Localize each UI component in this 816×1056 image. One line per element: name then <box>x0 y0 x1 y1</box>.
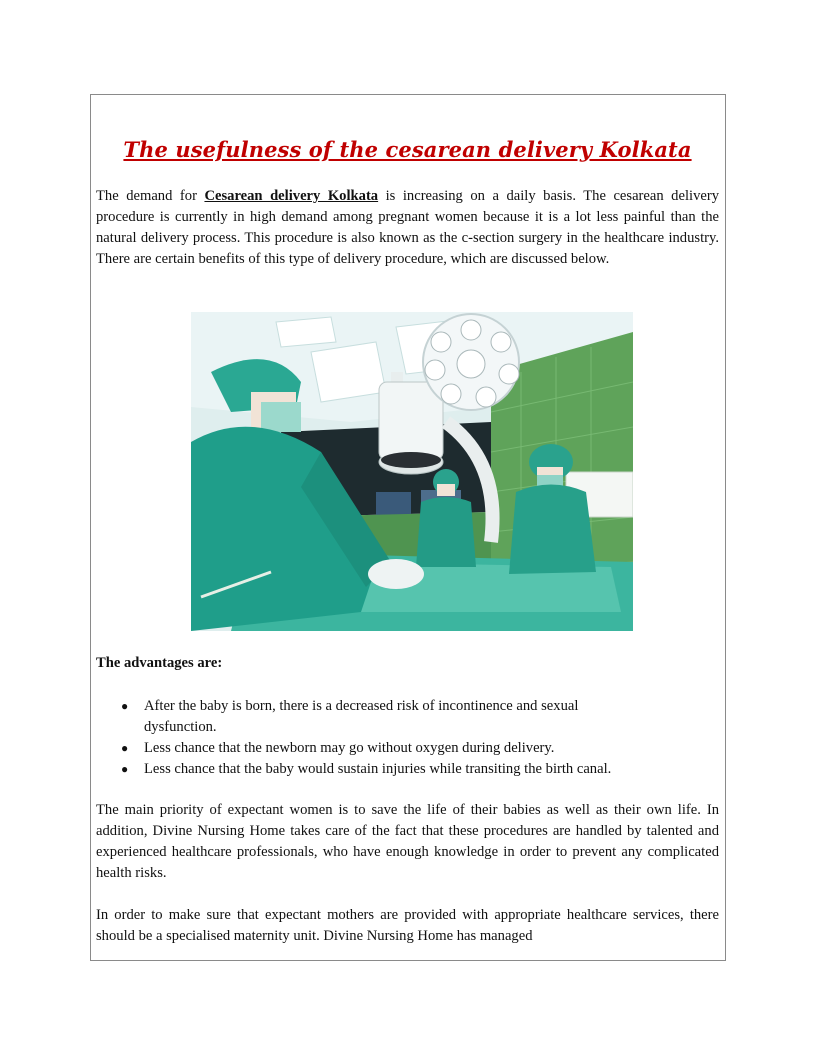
bullet-icon: ● <box>121 741 129 755</box>
intro-paragraph <box>96 186 719 270</box>
bullet-icon: ● <box>121 762 129 776</box>
advantages-list <box>96 696 719 780</box>
advantages-heading: The advantages are: <box>96 655 223 671</box>
maternity-paragraph: In order to make sure that expectant mothers are provided with appropriate healthcare services, there should be a specialised maternity unit. Divine Nursing Home has managed <box>96 907 719 944</box>
intro-text-rest: is increasing on a daily basis. The cesarean delivery procedure is currently in high demand among pregnant women because it is a lot less painful than the natural delivery process. This procedure is also known as the c-section surgery in the healthcare industry. There are certain benefits of this type of delivery procedure, which are discussed below. <box>96 188 719 267</box>
document-title: The usefulness of the cesarean delivery Kolkata <box>123 137 692 162</box>
page-frame <box>90 94 726 961</box>
advantage-text: Less chance that the newborn may go without oxygen during delivery. <box>144 740 555 756</box>
operating-room-photo <box>191 312 633 631</box>
cesarean-delivery-link[interactable]: Cesarean delivery Kolkata <box>204 188 379 204</box>
intro-text-start: The demand for <box>96 188 205 204</box>
advantage-text: After the baby is born, there is a decreased risk of incontinence and sexual dysfunction. <box>144 698 579 735</box>
advantage-text: Less chance that the baby would sustain injuries while transiting the birth canal. <box>144 761 612 777</box>
bullet-icon: ● <box>121 699 129 713</box>
priority-paragraph: The main priority of expectant women is to save the life of their babies as well as their own life. In addition, Divine Nursing Home takes care of the fact that these procedures are handled by talented and experienced healthcare professionals, who have enough knowledge in order to prevent any complicated health risks. <box>96 802 719 881</box>
list-item <box>96 738 684 759</box>
list-item <box>96 696 624 738</box>
list-item <box>96 759 719 780</box>
